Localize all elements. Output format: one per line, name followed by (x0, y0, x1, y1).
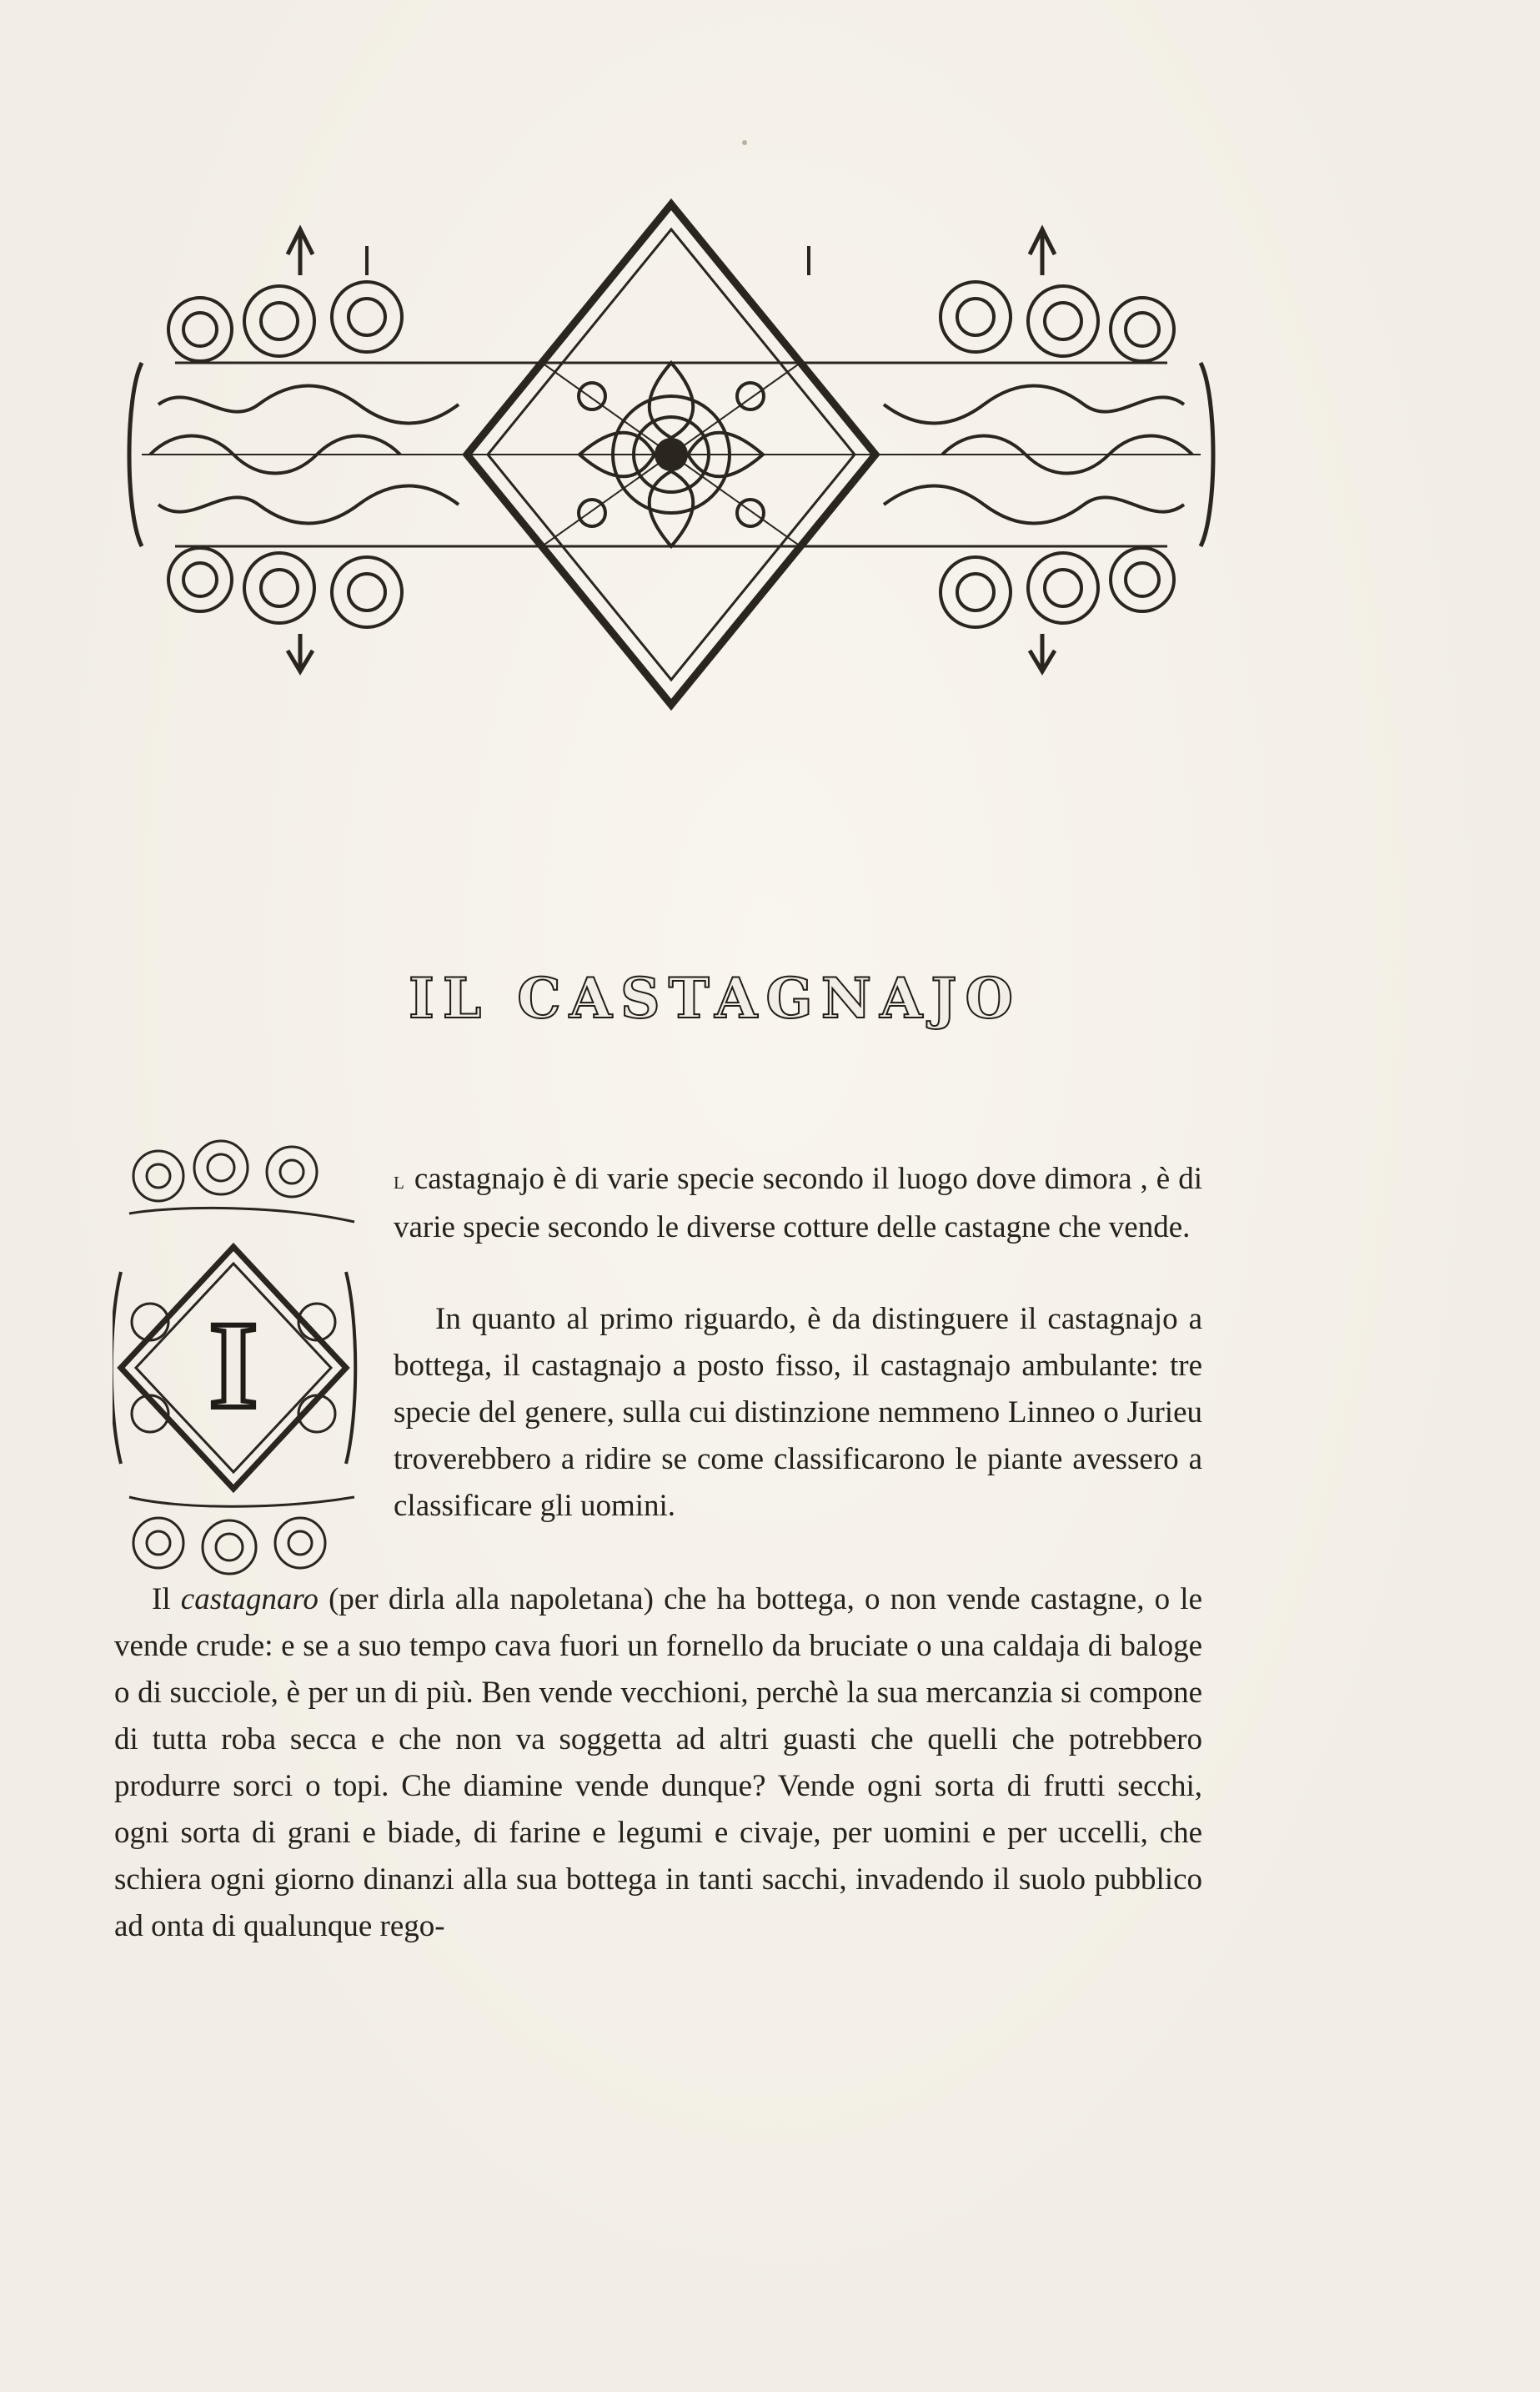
paragraph-3-rest: (per dirla alla napoletana) che ha bottega, o non vende castagne, o le vende crude: e se a suo tempo cava fuori un fornello da bruciate o una caldaja di baloge o di succiole, è per un di più. Ben vende vecchioni, perchè la sua mercanzia si compone di tutta roba secca e che non va soggetta ad altri guasti che quelli che potrebbero produrre sorci o topi. Che diamine vende dunque? Vende ogni sorta di frutti secchi, ogni sorta di grani e biade, di farine e legumi e civaje, per uomini e per uccelli, che schiera ogni giorno dinanzi alla sua bottega in tanti sacchi, invadendo il suolo pubblico ad onta di qualunque rego- (114, 1582, 1202, 1943)
paragraph-1-text: castagnajo è di varie specie secondo il luogo dove dimora , è di varie specie secondo le diverse cotture delle castagne che vende. (394, 1162, 1202, 1244)
initial-letter: I (208, 1296, 258, 1435)
chapter-title (409, 966, 1021, 1031)
paper-speck (742, 140, 747, 145)
paragraph-3-start: Il (152, 1582, 181, 1616)
title-article: IL (409, 966, 490, 1031)
ornamental-headpiece-icon (125, 196, 1217, 713)
title-word: CASTAGNAJO (517, 966, 1021, 1031)
paragraph-1-lead: l (394, 1167, 406, 1194)
paragraph-1 (394, 1156, 1202, 1251)
paragraph-3 (114, 1576, 1202, 1950)
decorated-initial-icon (113, 1138, 379, 1580)
paragraph-2: In quanto al primo riguardo, è da distinguere il castagnajo a bottega, il castagnajo a posto fisso, il castagnajo ambulante: tre specie del genere, sulla cui distinzione nemmeno Linneo o Jurieu troverebbero a ridire se come classificarono le piante avessero a classificare gli uomini. (394, 1302, 1202, 1523)
paragraph-3-italic: castagnaro (180, 1582, 319, 1616)
